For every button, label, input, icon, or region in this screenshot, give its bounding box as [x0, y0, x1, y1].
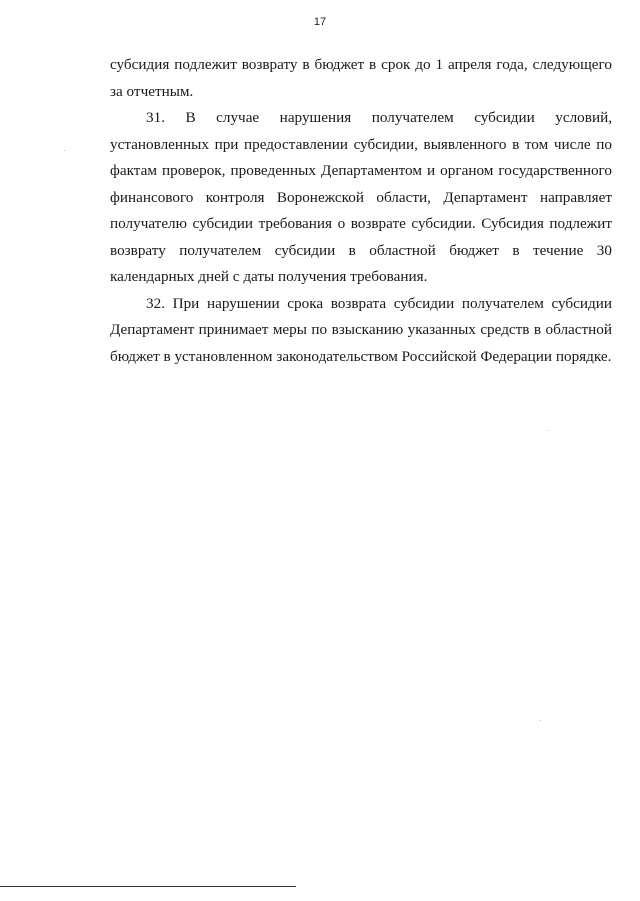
paragraph-32: 32. При нарушении срока возврата субсидии получателем субсидии Департамент принимает меры по взысканию указанных средств в областной бюджет в установленном законодательством Российской Федерации порядке. — [110, 294, 612, 365]
paragraph-continuation: субсидия подлежит возврату в бюджет в срок до 1 апреля года, следующего за отчетным. — [110, 56, 612, 100]
scan-speck — [64, 150, 65, 151]
document-body — [110, 52, 612, 370]
scan-speck — [548, 430, 549, 431]
page-number: 17 — [313, 16, 327, 28]
scan-speck — [540, 720, 541, 721]
footer-divider — [0, 886, 296, 887]
paragraph-31: 31. В случае нарушения получателем субсидии условий, установленных при предоставлении субсидии, выявленного в том числе по фактам проверок, проведенных Департаментом и органом государственного финансового контроля Воронежской области, Департамент направляет получателю субсидии требования о возврате субсидии. Субсидия подлежит возврату получателем субсидии в областной бюджет в течение 30 календарных дней с даты получения требования. — [110, 109, 612, 285]
